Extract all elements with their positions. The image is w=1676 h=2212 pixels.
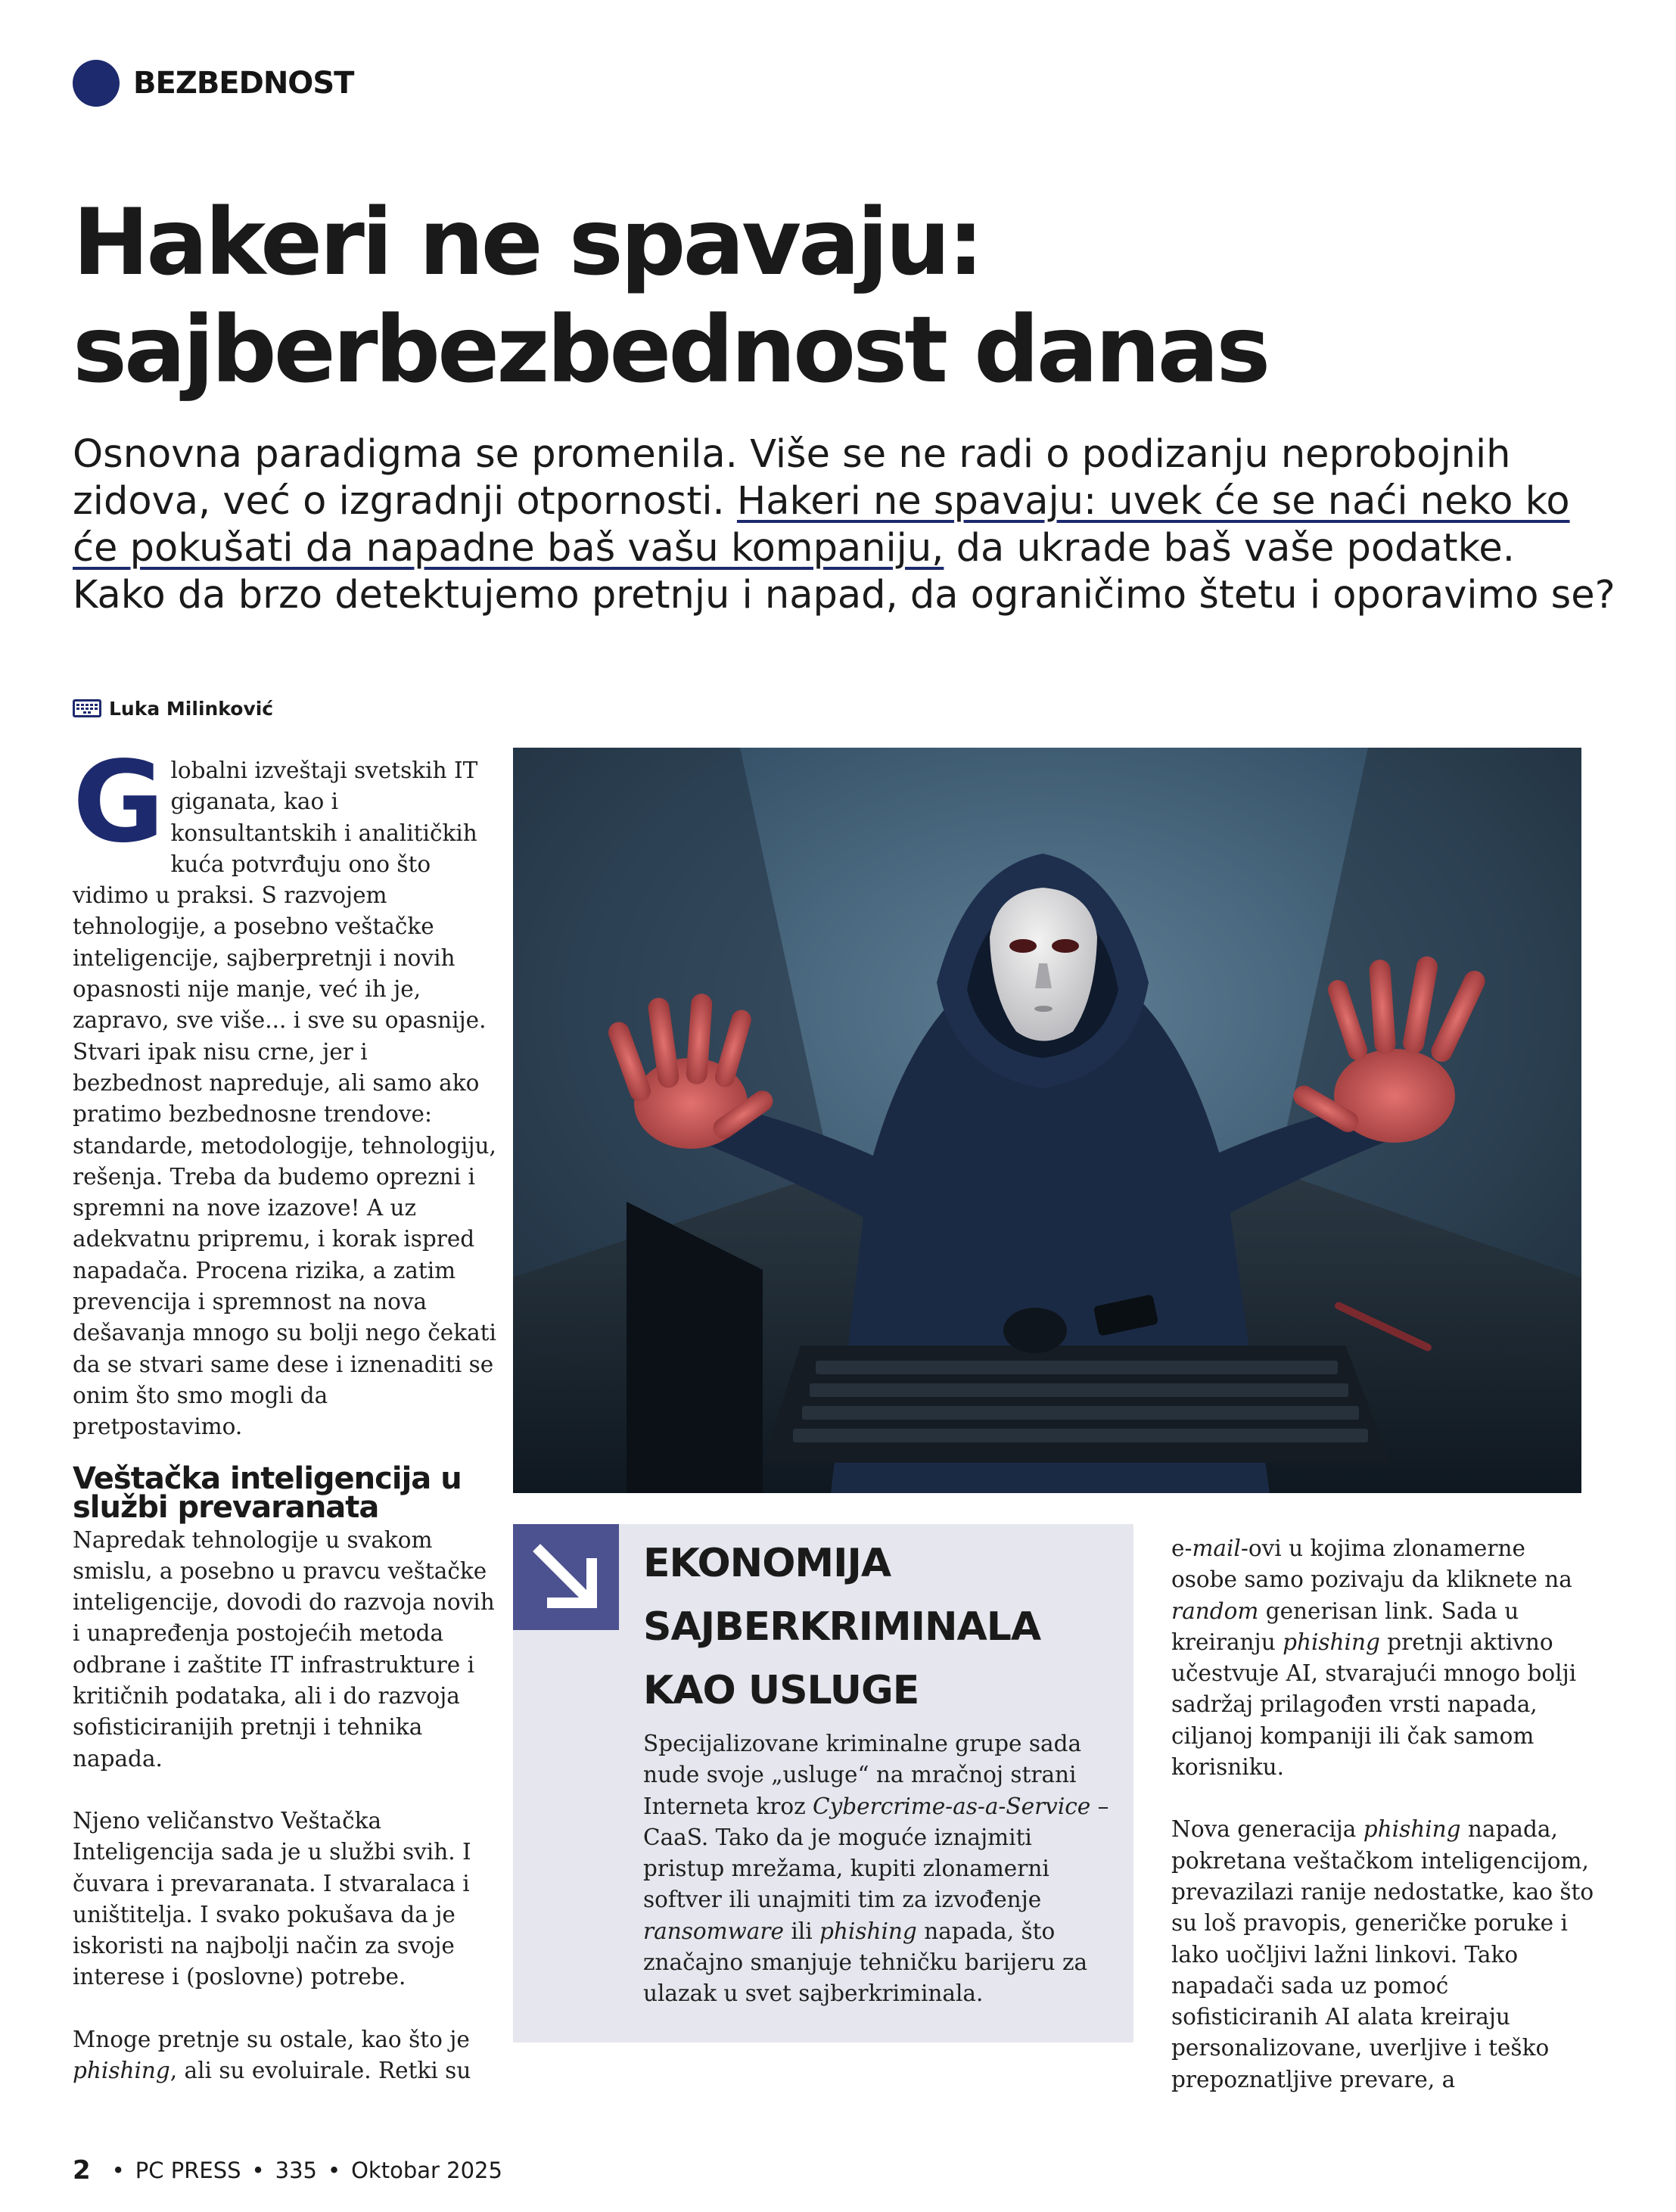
magazine-name: PC PRESS [135,2158,241,2183]
paragraph-4 [73,2024,496,2087]
para4-em: phishing [73,2057,170,2083]
footer-separator: • [111,2158,125,2183]
sidebar-text-3: ili [783,1918,820,1944]
col3-p1-b: -ovi u kojima zlonamerne osobe samo pozivaju da kliknete na [1171,1535,1572,1593]
dropcap: G [73,737,165,867]
sidebar-title [643,1532,1112,1722]
lede-text-2: da ukrade baš vaše podatke. Kako da brzo detektujemo pretnju i napad, da ograničimo štetu i oporavimo se? [73,526,1615,618]
article-column-3 [1171,1533,1595,2095]
section-label: BEZBEDNOST [133,66,354,101]
title-line-1: Hakeri ne spavaju: [73,189,981,296]
col3-p2-b: napada, pokretana veštačkom inteligencijom, prevazilazi ranije nedostatke, kao što su loš pravopis, generičke poruke i lako uočljivi lažni linkovi. Tako napadači sada uz pomoć sofisticiranih AI alata kreiraju personalizovane, uverljive i teško prepoznatljive prevare, a [1171,1816,1594,2092]
article-lede [73,431,1616,619]
section-tag [73,59,353,107]
hacker-photo [513,748,1581,1493]
col3-p1-em2: random [1171,1598,1259,1624]
col3-p1-em3: phishing [1283,1629,1380,1655]
paragraph-2: Napredak tehnologije u svakom smislu, a posebno u pravcu veštačke inteligencije, dovodi do razvoja novih i unapređenja postojećih metoda odbrane i zaštite IT infrastrukture i kritičnih podataka, ali i do razvoja sofisticiranijih pretnji i tehnika napada. [73,1526,495,1772]
sidebar-text-4: napada, što značajno smanjuje tehničku barijeru za ulazak u svet sajberkriminala. [643,1918,1088,2007]
sidebar-text-1: Specijalizovane kriminalne grupe sada nude svoje „usluge“ na mračnoj strani Interneta kroz [643,1731,1082,1819]
author-name: Luka Milinković [109,697,274,720]
intro-text: lobalni izveštaji svetskih IT giganata, kao i konsultantskih i analitičkih kuća potvrđuju ono što vidimo u praksi. S razvojem tehnologije, a posebno veštačke inteligencije, sajberpretnji i novih opasnosti nije manje, već ih je, zapravo, sve više... i sve su opasnije. Stvari ipak nisu crne, jer i bezbednost napreduje, ali samo ako pratimo bezbednosne trendove: standarde, metodologije, tehnologiju, rešenja. Treba da budemo oprezni i spremni na nove izazove! A uz adekvatnu pripremu, i korak ispred napadača. Procena rizika, a zatim prevencija i spremnost na nova dešavanja mnogo su bolji nego čekati da se stvari same dese i iznenaditi se onim što smo mogli da pretpostavimo. [73,758,496,1440]
col3-p2-a: Nova generacija [1171,1816,1363,1843]
sidebar-text [643,1728,1112,2010]
sidebar-em-1: Cybercrime-as-a-Service [813,1793,1091,1819]
para4-end: , ali su evoluirale. Retki su [169,2057,471,2083]
col3-paragraph-2 [1171,1814,1595,2095]
page-footer [73,2155,502,2186]
title-line-2: sajberbezbednost danas [73,297,1268,403]
subheading: Veštačka inteligencija u službi prevaranata [73,1461,462,1525]
section-dot-icon [73,60,120,107]
col3-p1-d: pretnji aktivno učestvuje AI, stvarajući mnogo bolji sadržaj prilagođen vrsti napada, ciljanoj kompaniji ili čak samom korisniku. [1171,1629,1577,1781]
lede-text-1: Osnovna paradigma se promenila. Više se ne radi o podizanju neprobojnih zidova, već o izgradnji otpornosti. [73,432,1511,524]
col3-p2-em: phishing [1363,1816,1461,1843]
col3-p1-c: generisan link. Sada u kreiranju [1171,1598,1519,1655]
sidebar-title-line-3: KAO USLUGE [643,1668,919,1713]
col3-paragraph-1 [1171,1533,1595,1783]
col3-p1-a: e- [1171,1535,1192,1561]
article-column-1 [73,737,496,2086]
lede-highlight: Hakeri ne spavaju: uvek će se naći neko ko će pokušati da napadne baš vašu kompaniju, [73,479,1570,571]
issue-number: 335 [275,2158,317,2183]
sidebar-em-3: phishing [819,1918,917,1944]
sidebar-text-2: – CaaS. Tako da je moguće iznajmiti pristup mrežama, kupiti zlonamerni softver ili unajmiti tim za izvođenje [643,1793,1109,1913]
issue-date: Oktobar 2025 [351,2158,502,2183]
sidebar-box [513,1524,1133,2042]
footer-separator: • [327,2158,341,2183]
para4-start: Mnoge pretnje su ostale, kao što je [73,2026,470,2052]
paragraph-3: Njeno veličanstvo Veštačka Inteligencija sada je u službi svih. I čuvara i prevaranata. I stvaralaca i uništitelja. I svako pokušava da je iskoristi na najbolji način za svoje interese i (poslovne) potrebe. [73,1807,471,1990]
sidebar-title-line-2: SAJBERKRIMINALA [643,1604,1041,1650]
keyboard-icon [73,699,101,717]
col3-p1-em1: mail [1192,1535,1241,1561]
intro-paragraph [73,737,496,1443]
byline [73,695,273,722]
footer-separator: • [251,2158,265,2183]
sidebar-em-2: ransomware [643,1918,784,1944]
sidebar-title-line-1: EKONOMIJA [643,1541,891,1586]
page-number: 2 [73,2155,91,2186]
arrow-down-right-icon [513,1524,619,1630]
article-title [73,189,1624,404]
